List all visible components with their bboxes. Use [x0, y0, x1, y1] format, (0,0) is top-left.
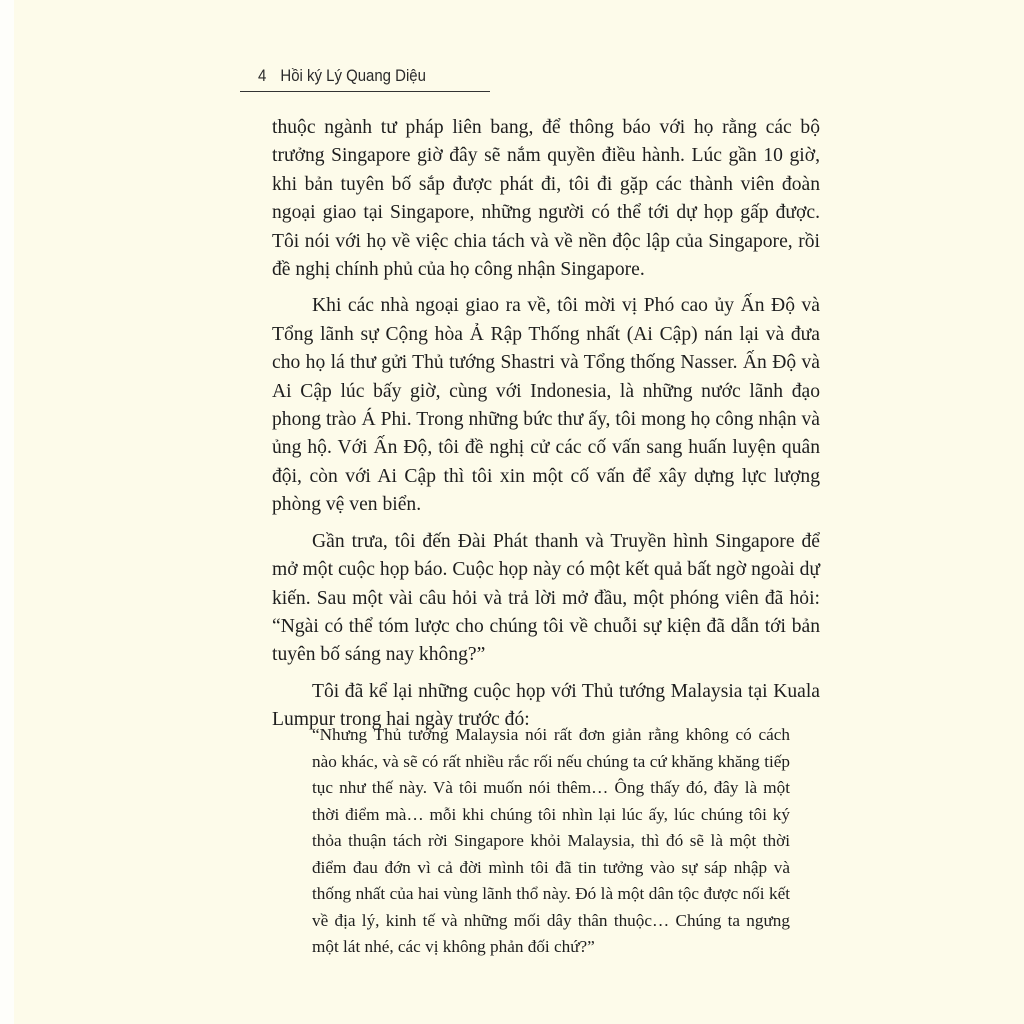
running-header [258, 66, 462, 92]
header-rule [240, 91, 490, 92]
page-edge [0, 0, 14, 1024]
book-title: Hồi ký Lý Quang Diệu [280, 66, 426, 85]
block-quote [312, 722, 790, 961]
paragraph: Khi các nhà ngoại giao ra về, tôi mời vị Phó cao ủy Ấn Độ và Tổng lãnh sự Cộng hòa Ả Rập Thống nhất (Ai Cập) nán lại và đưa cho họ lá thư gửi Thủ tướng Shastri và Tổng thống Nasser. Ấn Độ và Ai Cập lúc bấy giờ, cùng với Indonesia, là những nước lãnh đạo phong trào Á Phi. Trong những bức thư ấy, tôi mong họ công nhận và ủng hộ. Với Ấn Độ, tôi đề nghị cử các cố vấn sang huấn luyện quân đội, còn với Ai Cập thì tôi xin một cố vấn để xây dựng lực lượng phòng vệ ven biển. [272, 295, 820, 516]
page-number: 4 [258, 66, 267, 85]
body-text [272, 114, 820, 743]
quote-text: “Nhưng Thủ tướng Malaysia nói rất đơn giản rằng không có cách nào khác, và sẽ có rất nhiều rắc rối nếu chúng ta cứ khăng khăng tiếp tục như thế này. Và tôi muốn nói thêm… Ông thấy đó, đây là một thời điểm mà… mỗi khi chúng tôi nhìn lại lúc ấy, lúc chúng tôi ký thỏa thuận tách rời Singapore khỏi Malaysia, thì đó sẽ là một thời điểm đau đớn vì cả đời mình tôi đã tin tưởng vào sự sáp nhập và thống nhất của hai vùng lãnh thổ này. Đó là một dân tộc được nối kết về địa lý, kinh tế và những mối dây thân thuộc… Chúng ta ngưng một lát nhé, các vị không phản đối chứ?” [312, 725, 790, 956]
paragraph: Tôi đã kể lại những cuộc họp với Thủ tướng Malaysia tại Kuala Lumpur trong hai ngày trước đó: [272, 680, 820, 731]
paragraph: Gần trưa, tôi đến Đài Phát thanh và Truyền hình Singapore để mở một cuộc họp báo. Cuộc họp này có một kết quả bất ngờ ngoài dự kiến. Sau một vài câu hỏi và trả lời mở đầu, một phóng viên đã hỏi: “Ngài có thể tóm lược cho chúng tôi về chuỗi sự kiện đã dẫn tới bản tuyên bố sáng nay không?” [272, 530, 820, 666]
paragraph: thuộc ngành tư pháp liên bang, để thông báo với họ rằng các bộ trưởng Singapore giờ đây sẽ nắm quyền điều hành. Lúc gần 10 giờ, khi bản tuyên bố sắp được phát đi, tôi đi gặp các thành viên đoàn ngoại giao tại Singapore, những người có thể tới dự họp gấp được. Tôi nói với họ về việc chia tách và về nền độc lập của Singapore, rồi đề nghị chính phủ của họ công nhận Singapore. [272, 117, 820, 281]
